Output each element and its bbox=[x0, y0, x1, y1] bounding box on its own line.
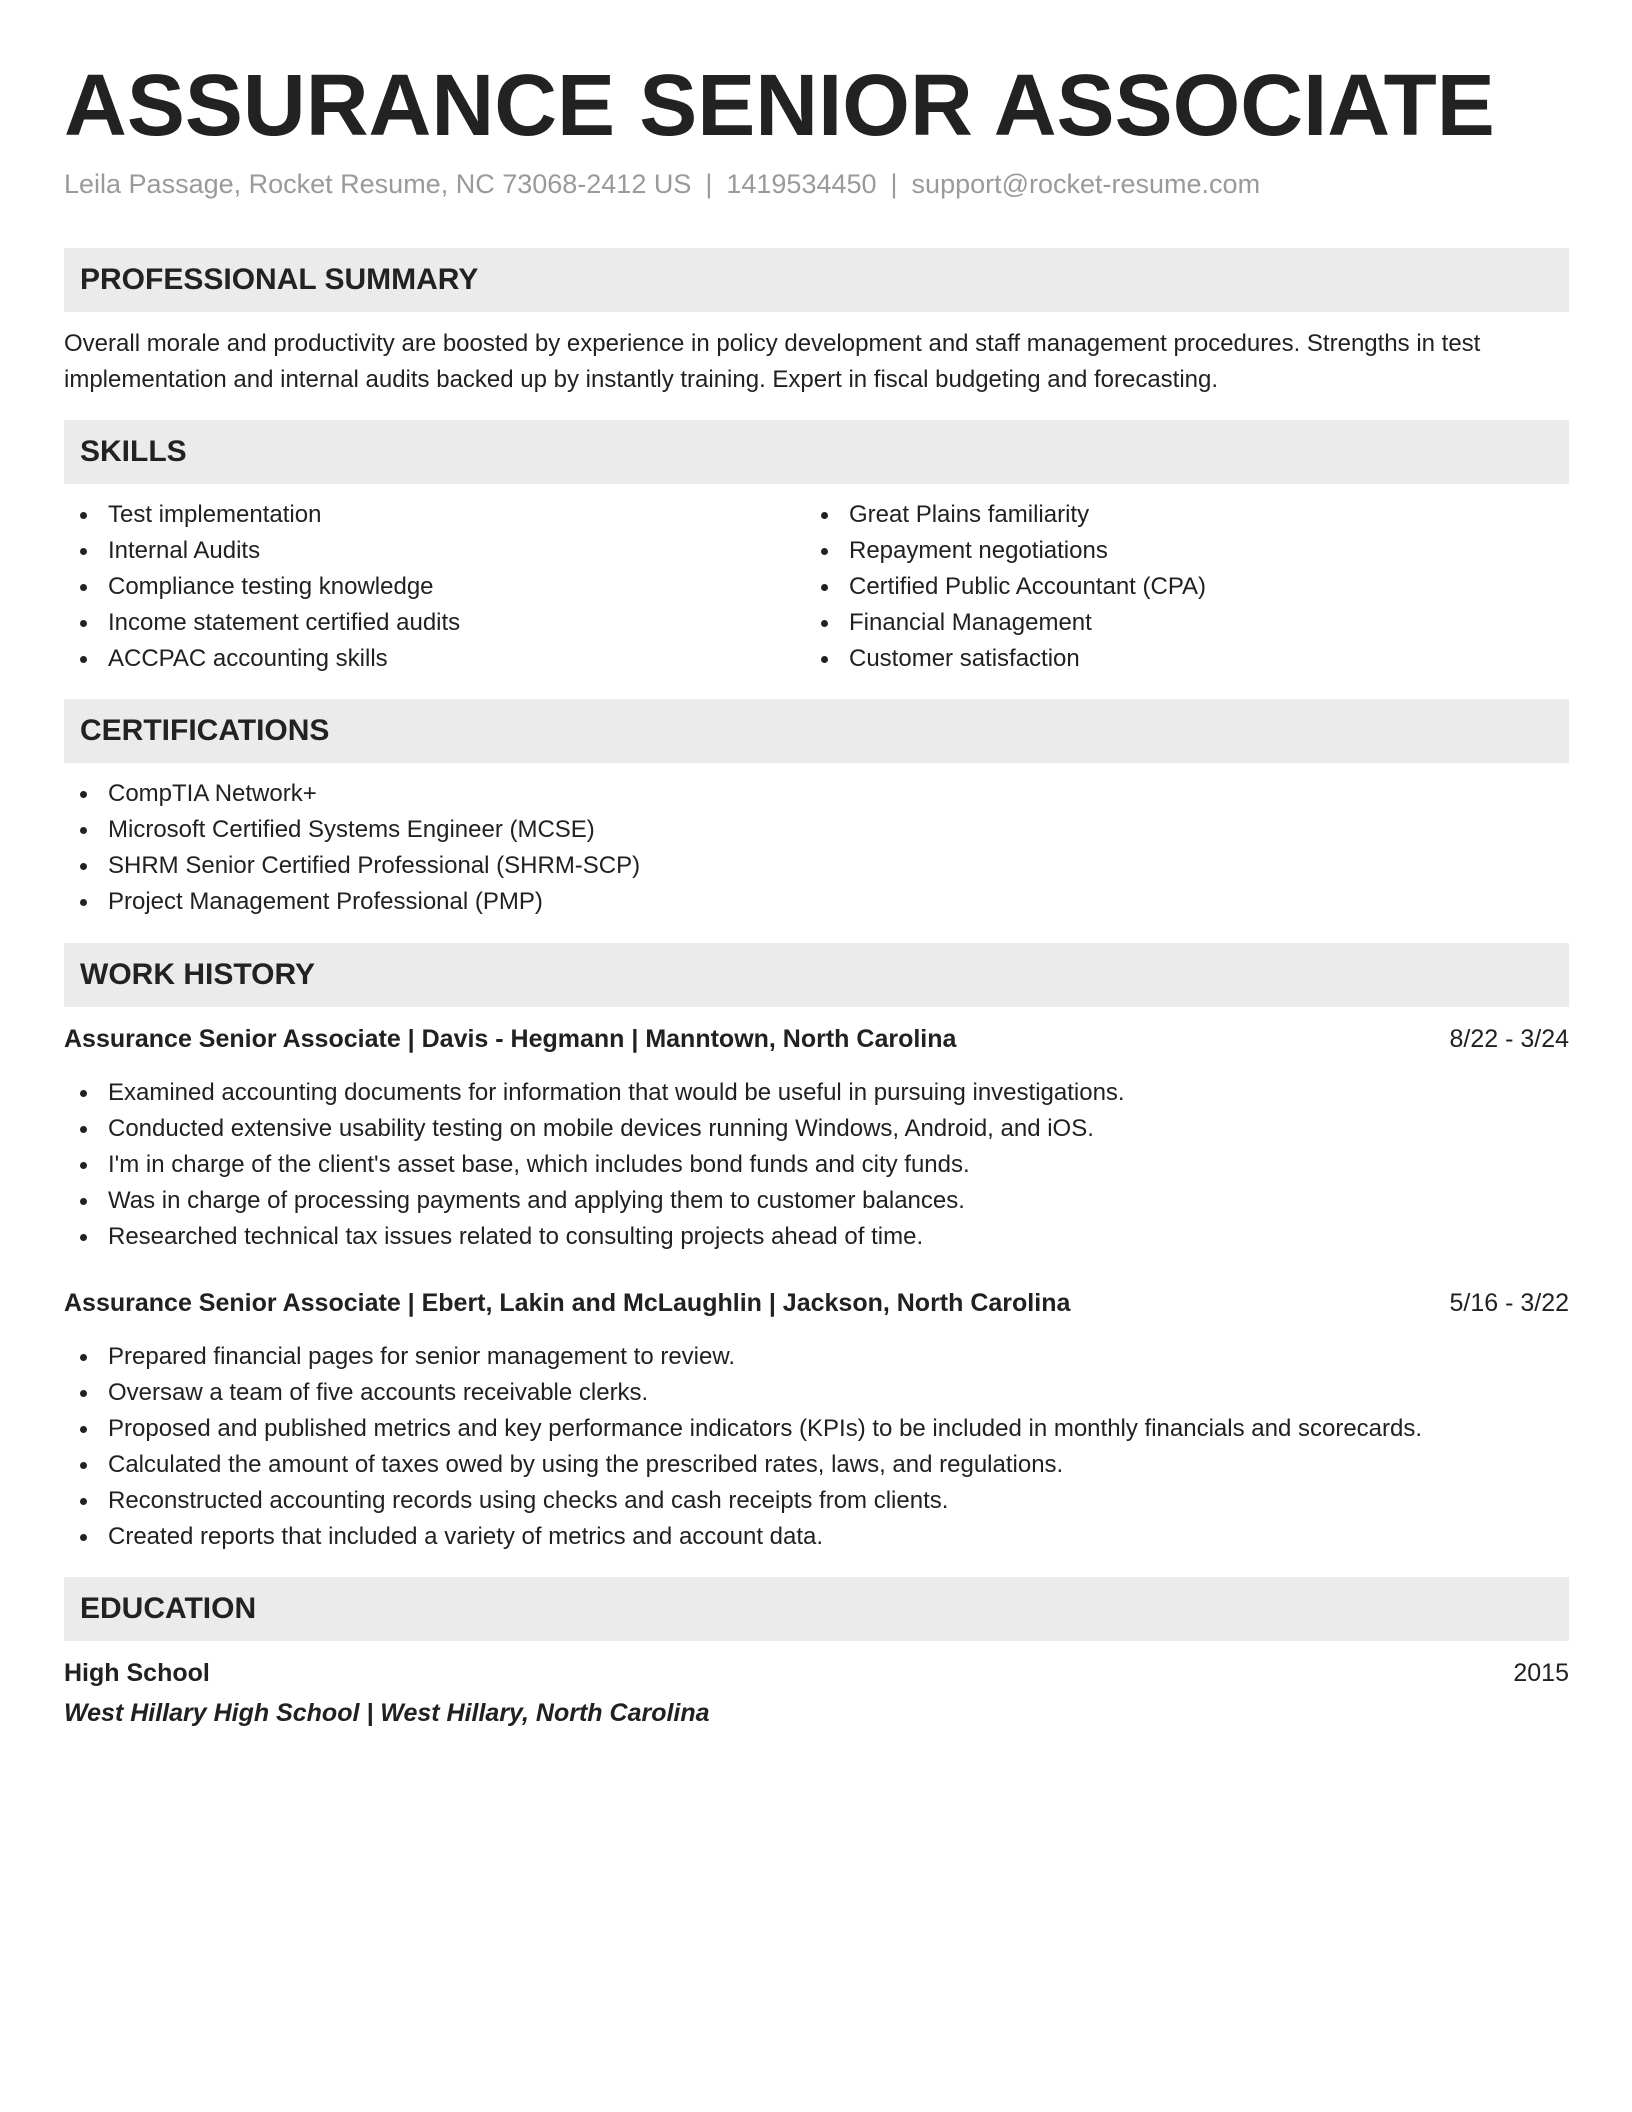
section-heading-education: EDUCATION bbox=[64, 1577, 1569, 1641]
section-heading-summary: PROFESSIONAL SUMMARY bbox=[64, 248, 1569, 312]
job-bullet: I'm in charge of the client's asset base, which includes bond funds and city funds. bbox=[64, 1147, 1569, 1183]
job-title: Assurance Senior Associate | Davis - Hegmann | Manntown, North Carolina bbox=[64, 1025, 957, 1054]
job-entry bbox=[64, 1285, 1569, 1555]
certifications-list bbox=[64, 776, 1569, 920]
education-year: 2015 bbox=[1513, 1659, 1569, 1688]
contact-phone: 1419534450 bbox=[726, 169, 877, 199]
education-degree: High School bbox=[64, 1659, 210, 1688]
skill-item: Test implementation bbox=[64, 497, 805, 533]
job-bullets bbox=[64, 1339, 1569, 1555]
skill-item: ACCPAC accounting skills bbox=[64, 641, 805, 677]
job-header bbox=[64, 1285, 1569, 1321]
job-bullet: Proposed and published metrics and key performance indicators (KPIs) to be included in monthly financials and scorecards. bbox=[64, 1411, 1569, 1447]
job-bullet: Was in charge of processing payments and applying them to customer balances. bbox=[64, 1183, 1569, 1219]
job-entry bbox=[64, 1021, 1569, 1255]
job-bullet: Prepared financial pages for senior management to review. bbox=[64, 1339, 1569, 1375]
job-bullet: Researched technical tax issues related to consulting projects ahead of time. bbox=[64, 1219, 1569, 1255]
job-dates: 8/22 - 3/24 bbox=[1449, 1025, 1569, 1054]
job-bullet: Examined accounting documents for information that would be useful in pursuing investigations. bbox=[64, 1075, 1569, 1111]
skill-item: Internal Audits bbox=[64, 533, 805, 569]
contact-email: support@rocket-resume.com bbox=[911, 169, 1261, 199]
job-dates: 5/16 - 3/22 bbox=[1449, 1289, 1569, 1318]
skill-item: Certified Public Accountant (CPA) bbox=[805, 569, 1546, 605]
summary-text: Overall morale and productivity are boosted by experience in policy development and staff management procedures. Strengths in test implementation and internal audits backed up by instantly training. Expert in fiscal budgeting and forecasting. bbox=[64, 330, 1481, 394]
education-header bbox=[64, 1655, 1569, 1691]
skill-item: Customer satisfaction bbox=[805, 641, 1546, 677]
candidate-name: ASSURANCE SENIOR ASSOCIATE bbox=[64, 57, 1495, 154]
contact-line bbox=[64, 167, 1569, 202]
certification-item: SHRM Senior Certified Professional (SHRM-SCP) bbox=[64, 848, 1569, 884]
contact-separator: | bbox=[705, 169, 713, 199]
education-school: West Hillary High School | West Hillary, North Carolina bbox=[64, 1699, 710, 1728]
skills-list-right bbox=[805, 497, 1546, 677]
job-title: Assurance Senior Associate | Ebert, Lakin and McLaughlin | Jackson, North Carolina bbox=[64, 1289, 1071, 1318]
skills-columns bbox=[64, 497, 1569, 677]
certification-item: CompTIA Network+ bbox=[64, 776, 1569, 812]
skill-item: Compliance testing knowledge bbox=[64, 569, 805, 605]
contact-address: Leila Passage, Rocket Resume, NC 73068-2412 US bbox=[64, 169, 692, 199]
job-bullet: Calculated the amount of taxes owed by using the prescribed rates, laws, and regulations. bbox=[64, 1447, 1569, 1483]
skills-list-left bbox=[64, 497, 805, 677]
job-bullet: Conducted extensive usability testing on mobile devices running Windows, Android, and iOS. bbox=[64, 1111, 1569, 1147]
skill-item: Income statement certified audits bbox=[64, 605, 805, 641]
job-bullet: Reconstructed accounting records using checks and cash receipts from clients. bbox=[64, 1483, 1569, 1519]
skill-item: Great Plains familiarity bbox=[805, 497, 1546, 533]
job-bullet: Oversaw a team of five accounts receivable clerks. bbox=[64, 1375, 1569, 1411]
section-heading-work-history: WORK HISTORY bbox=[64, 943, 1569, 1007]
skill-item: Financial Management bbox=[805, 605, 1546, 641]
skill-item: Repayment negotiations bbox=[805, 533, 1546, 569]
section-heading-skills: SKILLS bbox=[64, 420, 1569, 484]
job-bullets bbox=[64, 1075, 1569, 1255]
certification-item: Project Management Professional (PMP) bbox=[64, 884, 1569, 920]
job-header bbox=[64, 1021, 1569, 1057]
contact-separator: | bbox=[890, 169, 898, 199]
certification-item: Microsoft Certified Systems Engineer (MCSE) bbox=[64, 812, 1569, 848]
section-heading-certifications: CERTIFICATIONS bbox=[64, 699, 1569, 763]
job-bullet: Created reports that included a variety of metrics and account data. bbox=[64, 1519, 1569, 1555]
